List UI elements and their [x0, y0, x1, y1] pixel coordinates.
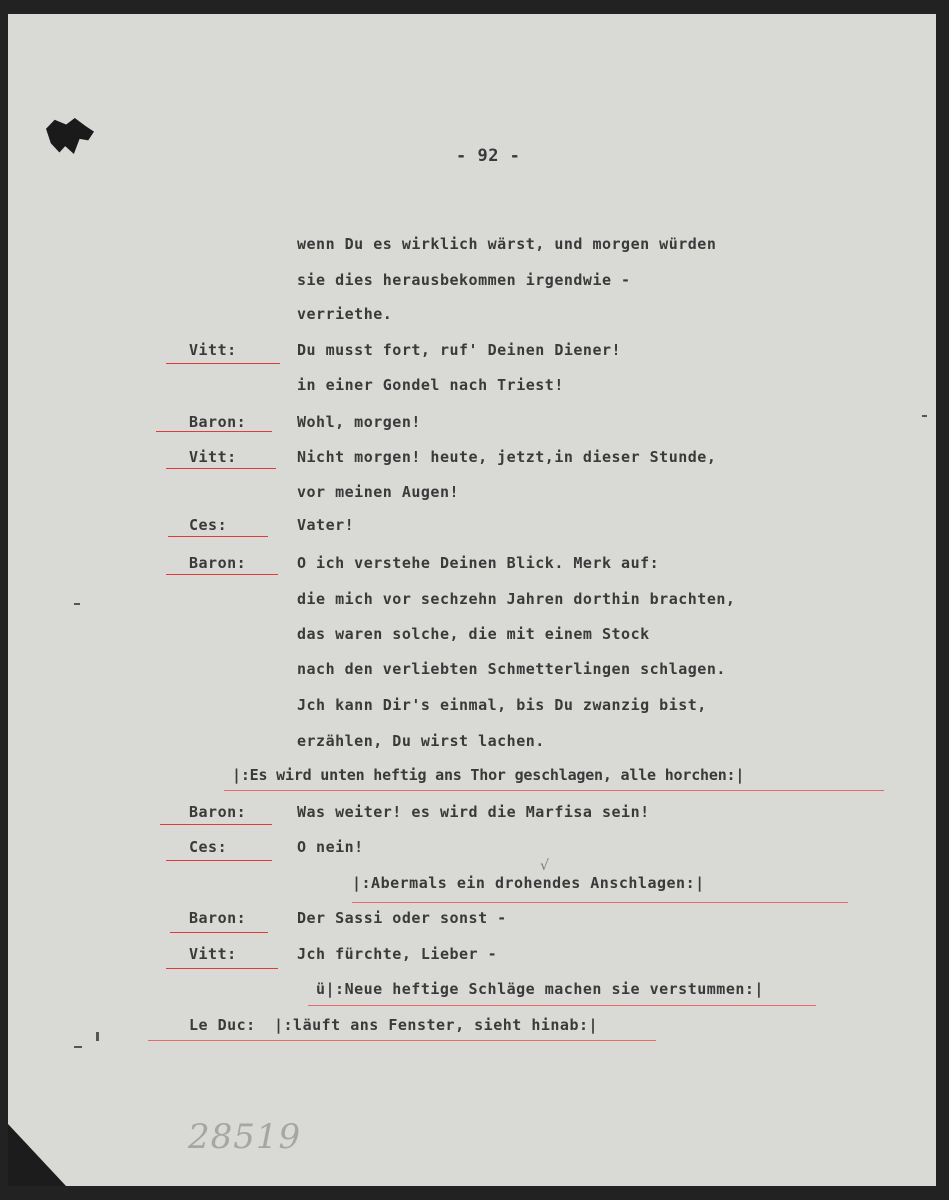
stage-direction: |:Es wird unten heftig ans Thor geschlagen, alle horchen:| [232, 766, 745, 784]
red-underline [308, 1005, 816, 1006]
stray-mark [74, 603, 80, 605]
dialogue-line: O nein! [297, 838, 364, 856]
dialogue-line: in einer Gondel nach Triest! [297, 376, 564, 394]
red-underline [166, 468, 276, 469]
dialogue-line: das waren solche, die mit einem Stock [297, 625, 650, 643]
red-underline [156, 431, 272, 432]
stage-direction: |:läuft ans Fenster, sieht hinab:| [274, 1016, 599, 1034]
pencil-check-mark: √ [540, 858, 549, 874]
stray-mark [96, 1032, 99, 1041]
dialogue-line: erzählen, Du wirst lachen. [297, 732, 545, 750]
speaker-label: Vitt: [189, 448, 237, 466]
dialogue-line: Was weiter! es wird die Marfisa sein! [297, 803, 650, 821]
red-underline [166, 574, 278, 575]
speaker-label: Vitt: [189, 341, 237, 359]
dialogue-line: Jch kann Dir's einmal, bis Du zwanzig bist, [297, 696, 707, 714]
speaker-label: Baron: [189, 413, 247, 431]
dialogue-line: vor meinen Augen! [297, 483, 460, 501]
speaker-label: Ces: [189, 516, 228, 534]
red-underline [148, 1040, 656, 1041]
stage-direction: |:Abermals ein drohendes Anschlagen:| [352, 874, 705, 892]
red-underline [166, 968, 278, 969]
dialogue-line: Nicht morgen! heute, jetzt,in dieser Stunde, [297, 448, 717, 466]
dialogue-line: O ich verstehe Deinen Blick. Merk auf: [297, 554, 660, 572]
stage-direction: ü|:Neue heftige Schläge machen sie verstummen:| [316, 980, 764, 998]
dialogue-line: sie dies herausbekommen irgendwie - [297, 271, 631, 289]
red-underline [352, 902, 848, 903]
dialogue-line: Du musst fort, ruf' Deinen Diener! [297, 341, 622, 359]
red-underline [166, 860, 272, 861]
dialogue-line: wenn Du es wirklich wärst, und morgen würden [297, 235, 717, 253]
speaker-label: Le Duc: [189, 1016, 256, 1034]
red-underline [170, 932, 268, 933]
red-underline [224, 790, 884, 791]
stray-mark [922, 415, 927, 417]
dialogue-line: Vater! [297, 516, 355, 534]
archive-number: 28519 [188, 1117, 302, 1157]
speaker-label: Vitt: [189, 945, 237, 963]
dialogue-line: die mich vor sechzehn Jahren dorthin brachten, [297, 590, 736, 608]
dialogue-line: Jch fürchte, Lieber - [297, 945, 498, 963]
red-underline [160, 824, 272, 825]
dialogue-line: nach den verliebten Schmetterlingen schlagen. [297, 660, 726, 678]
speaker-label: Baron: [189, 909, 247, 927]
speaker-label: Baron: [189, 554, 247, 572]
page-number: - 92 - [456, 146, 521, 166]
dialogue-line: Der Sassi oder sonst - [297, 909, 507, 927]
speaker-label: Ces: [189, 838, 228, 856]
stray-mark [74, 1046, 82, 1048]
dialogue-line: verriethe. [297, 305, 393, 323]
speaker-label: Baron: [189, 803, 247, 821]
dialogue-line: Wohl, morgen! [297, 413, 421, 431]
red-underline [166, 363, 280, 364]
red-underline [168, 536, 268, 537]
